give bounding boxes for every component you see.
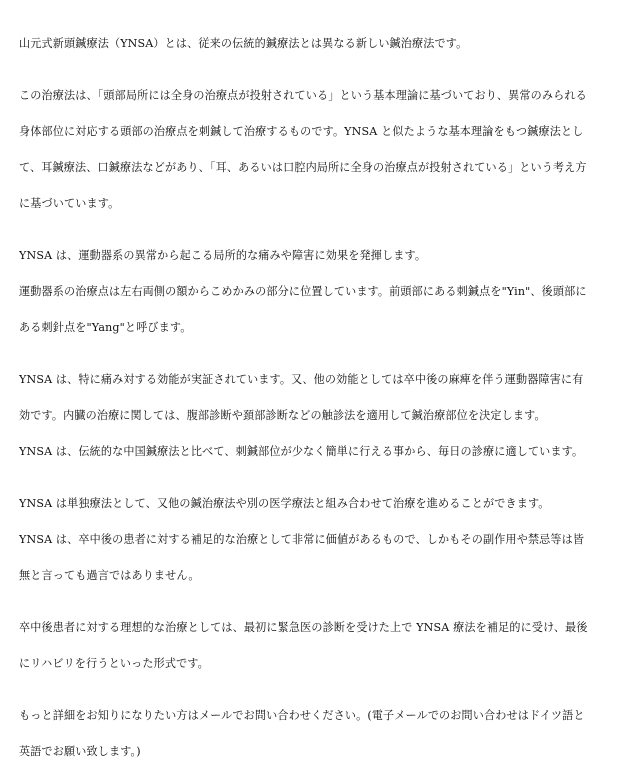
text-line: 英語でお願い致します。) (19, 745, 141, 758)
text-line: YNSA は、特に痛み対する効能が実証されています。又、他の効能としては卒中後の麻痺を伴う運動器障害に有 (19, 373, 584, 386)
paragraph-efficacy (19, 362, 608, 470)
text-line: 無と言っても過言ではありません。 (19, 569, 200, 582)
text-line: 運動器系の治療点は左右両側の額からこめかみの部分に位置しています。前頭部にある刺鍼点を"Yin"、後頭部に (19, 285, 587, 298)
text-line: 効です。内臓の治療に関しては、腹部診断や頚部診断などの触診法を適用して鍼治療部位を決定します。 (19, 409, 546, 422)
paragraph-ideal-treatment (19, 610, 608, 682)
text-line: 山元式新頭鍼療法（YNSA）とは、従来の伝統的鍼療法とは異なる新しい鍼治療法です。 (19, 37, 468, 50)
text-line: この治療法は、「頭部局所には全身の治療点が投射されている」という基本理論に基づいており、異常のみられる (19, 89, 587, 102)
text-line: 身体部位に対応する頭部の治療点を刺鍼して治療するものです。YNSA と似たような基本理論をもつ鍼療法とし (19, 125, 584, 138)
text-line: YNSA は、運動器系の異常から起こる局所的な痛みや障害に効果を発揮します。 (19, 249, 427, 262)
text-line: て、耳鍼療法、口鍼療法などがあり、「耳、あるいは口腔内局所に全身の治療点が投射されている」という考え方 (19, 161, 587, 174)
paragraph-combination (19, 486, 608, 594)
text-line: YNSA は、伝統的な中国鍼療法と比べて、刺鍼部位が少なく簡単に行える事から、毎日の診療に適しています。 (19, 445, 584, 458)
text-line: YNSA は単独療法として、又他の鍼治療法や別の医学療法と組み合わせて治療を進めることができます。 (19, 497, 550, 510)
text-line: に基づいています。 (19, 197, 120, 210)
paragraph-motor-system (19, 238, 608, 346)
paragraph-contact (19, 698, 608, 770)
text-line: 卒中後患者に対する理想的な治療としては、最初に緊急医の診断を受けた上で YNSA 療法を補足的に受け、最後 (19, 621, 588, 634)
text-line: にリハビリを行うといった形式です。 (19, 657, 209, 670)
paragraph-theory (19, 78, 608, 222)
text-line: YNSA は、卒中後の患者に対する補足的な治療として非常に価値があるもので、しかもその副作用や禁忌等は皆 (19, 533, 585, 546)
text-line: ある刺針点を"Yang"と呼びます。 (19, 321, 192, 334)
paragraph-intro (19, 26, 608, 62)
text-line: もっと詳細をお知りになりたい方はメールでお問い合わせください。(電子メールでのお問い合わせはドイツ語と (19, 709, 585, 722)
